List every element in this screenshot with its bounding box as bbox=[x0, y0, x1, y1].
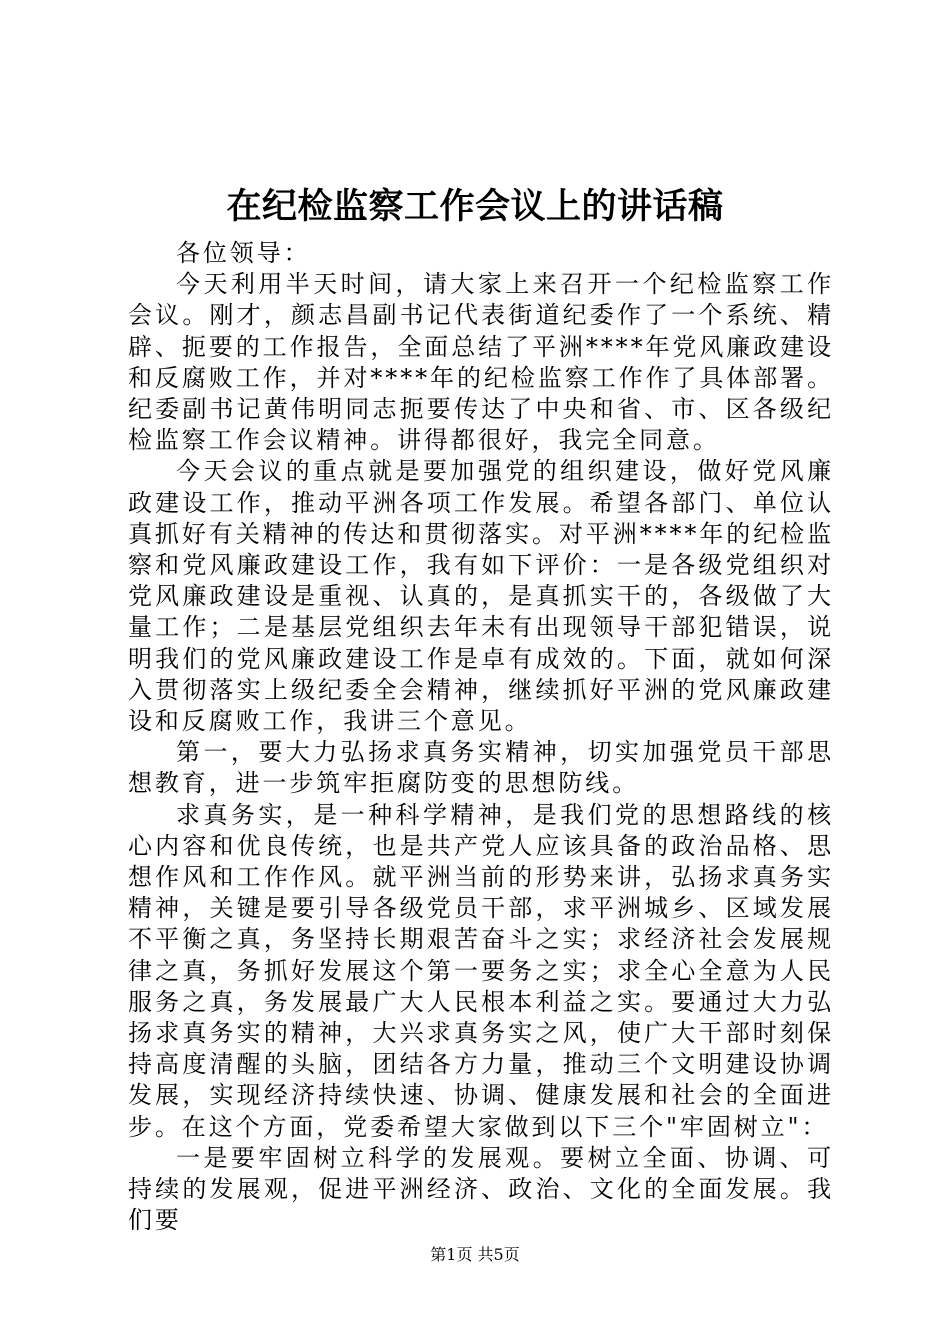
document-body bbox=[128, 238, 834, 1237]
page-number-footer: 第1页 共5页 bbox=[430, 1245, 520, 1264]
document-title: 在纪检监察工作会议上的讲话稿 bbox=[226, 186, 724, 227]
section-heading-paragraph: 第一，要大力弘扬求真务实精神，切实加强党员干部思想教育，进一步筑牢拒腐防变的思想防线。 bbox=[128, 738, 834, 798]
body-paragraph: 一是要牢固树立科学的发展观。要树立全面、协调、可持续的发展观，促进平洲经济、政治、文化的全面发展。我们要 bbox=[128, 1143, 834, 1235]
salutation-paragraph: 各位领导： bbox=[176, 239, 311, 267]
body-paragraph: 求真务实，是一种科学精神，是我们党的思想路线的核心内容和优良传统，也是共产党人应该具备的政治品格、思想作风和工作作风。就平洲当前的形势来讲，弘扬求真务实精神，关键是要引导各级党员干部，求平洲城乡、区域发展不平衡之真，务坚持长期艰苦奋斗之实；求经济社会发展规律之真，务抓好发展这个第一要务之实；求全心全意为人民服务之真，务发展最广大人民根本利益之实。要通过大力弘扬求真务实的精神，大兴求真务实之风，使广大干部时刻保持高度清醒的头脑，团结各方力量，推动三个文明建设协调发展，实现经济持续快速、协调、健康发展和社会的全面进步。在这个方面，党委希望大家做到以下三个"牢固树立"： bbox=[128, 800, 834, 1141]
body-paragraph: 今天会议的重点就是要加强党的组织建设，做好党风廉政建设工作，推动平洲各项工作发展。希望各部门、单位认真抓好有关精神的传达和贯彻落实。对平洲****年的纪检监察和党风廉政建设工作，我有如下评价：一是各级党组织对党风廉政建设是重视、认真的，是真抓实干的，各级做了大量工作；二是基层党组织去年未有出现领导干部犯错误，说明我们的党风廉政建设工作是卓有成效的。下面，就如何深入贯彻落实上级纪委全会精神，继续抓好平洲的党风廉政建设和反腐败工作，我讲三个意见。 bbox=[128, 457, 834, 736]
body-paragraph: 今天利用半天时间，请大家上来召开一个纪检监察工作会议。刚才，颜志昌副书记代表街道纪委作了一个系统、精辟、扼要的工作报告，全面总结了平洲****年党风廉政建设和反腐败工作，并对****年的纪检监察工作作了具体部署。纪委副书记黄伟明同志扼要传达了中央和省、市、区各级纪检监察工作会议精神。讲得都很好，我完全同意。 bbox=[128, 270, 834, 455]
